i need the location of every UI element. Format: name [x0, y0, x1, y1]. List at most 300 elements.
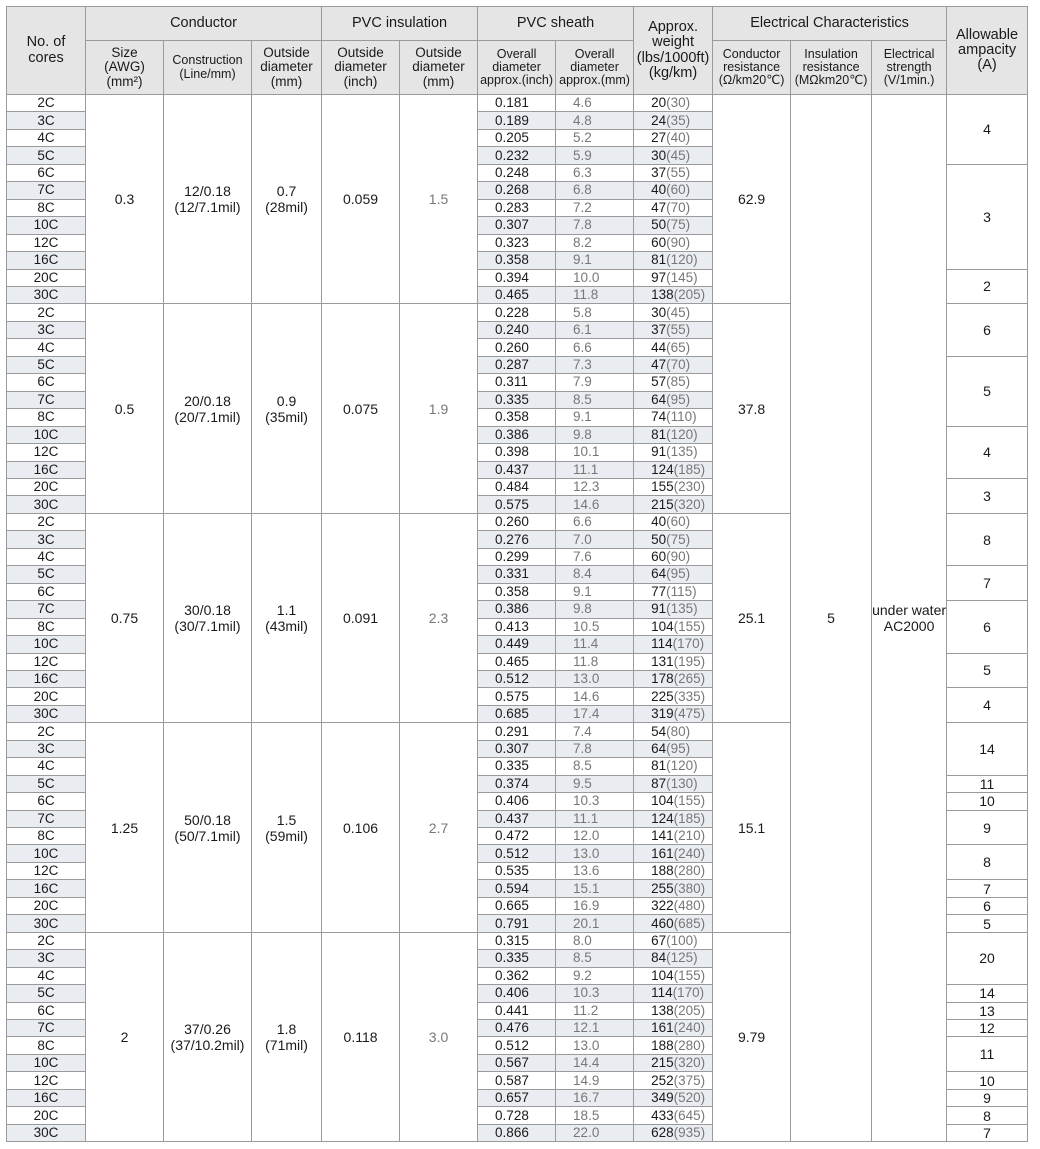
weight-cell: [634, 182, 713, 199]
weight-lbs: 215: [651, 496, 674, 512]
weight-lbs: 460: [651, 915, 674, 931]
cores-cell: 12C: [7, 653, 86, 670]
construction-cell-line: 12/0.18: [184, 183, 231, 200]
construction-cell-line: 37/0.26: [184, 1020, 231, 1037]
weight-lbs: 188: [651, 1037, 674, 1053]
size-cell-line: 0.5: [114, 400, 135, 417]
weight-cell: [634, 950, 713, 967]
weight-lbs: 124: [651, 810, 674, 826]
weight-kg: (135): [666, 444, 698, 460]
sheath-mm-cell: 10.3: [556, 985, 634, 1002]
weight-kg: (240): [673, 845, 706, 861]
weight-kg: (935): [673, 1124, 706, 1140]
weight-lbs: 319: [651, 706, 674, 722]
header-insulation-od-inch: Outside diameter (inch): [322, 41, 400, 95]
conductor-od-cell-line: (43mil): [265, 618, 308, 635]
weight-lbs: 50: [651, 217, 667, 233]
sheath-inch-cell: 0.685: [478, 705, 556, 722]
sheath-inch-cell: 0.512: [478, 670, 556, 687]
weight-kg: (155): [673, 793, 706, 809]
sheath-mm-cell: 7.0: [556, 531, 634, 548]
weight-kg: (375): [673, 1072, 706, 1088]
construction-cell: [164, 95, 252, 304]
cores-cell: 3C: [7, 112, 86, 129]
weight-lbs: 64: [651, 740, 667, 756]
sheath-inch-cell: 0.441: [478, 1002, 556, 1019]
sheath-mm-cell: 13.6: [556, 862, 634, 879]
sheath-mm-cell: 11.8: [556, 286, 634, 303]
ampacity-cell: 5: [947, 356, 1028, 426]
sheath-mm-cell: 11.2: [556, 1002, 634, 1019]
ampacity-cell: 9: [947, 810, 1028, 845]
insulation-mm-cell: [400, 304, 478, 513]
weight-cell: [634, 862, 713, 879]
weight-cell: [634, 496, 713, 513]
ampacity-cell: 10: [947, 793, 1028, 810]
weight-lbs: 47: [651, 199, 667, 215]
ampacity-cell: 4: [947, 688, 1028, 723]
weight-cell: [634, 967, 713, 984]
sheath-mm-cell: 9.2: [556, 967, 634, 984]
cores-cell: 5C: [7, 356, 86, 373]
sheath-inch-cell: 0.323: [478, 234, 556, 251]
weight-kg: (120): [666, 426, 698, 442]
sheath-inch-cell: 0.307: [478, 217, 556, 234]
cores-cell: 6C: [7, 793, 86, 810]
insulation-mm-cell-line: 2.3: [428, 610, 449, 627]
construction-cell-line: 20/0.18: [184, 392, 231, 409]
sheath-mm-cell: 8.2: [556, 234, 634, 251]
sheath-inch-cell: 0.866: [478, 1124, 556, 1141]
sheath-inch-cell: 0.260: [478, 513, 556, 530]
weight-lbs: 81: [651, 758, 667, 774]
electrical-strength-cell: [872, 95, 947, 1142]
header-electrical: Electrical Characteristics: [713, 7, 947, 41]
weight-cell: [634, 234, 713, 251]
weight-lbs: 64: [651, 391, 667, 407]
weight-cell: [634, 566, 713, 583]
weight-lbs: 84: [651, 950, 667, 966]
conductor-od-cell-line: 0.7: [276, 183, 297, 200]
cores-cell: 8C: [7, 409, 86, 426]
table-body: [7, 95, 1028, 1142]
insulation-mm-cell: [400, 95, 478, 304]
insulation-inch-cell: [322, 95, 400, 304]
sheath-inch-cell: 0.657: [478, 1089, 556, 1106]
cores-cell: 5C: [7, 566, 86, 583]
cores-cell: 10C: [7, 845, 86, 862]
weight-cell: [634, 444, 713, 461]
weight-kg: (45): [666, 147, 691, 163]
header-sheath-inch: Overall diameter approx.(inch): [478, 41, 556, 95]
weight-cell: [634, 618, 713, 635]
cores-cell: 2C: [7, 304, 86, 321]
sheath-mm-cell: 10.3: [556, 793, 634, 810]
conductor-od-cell: [252, 513, 322, 722]
sheath-inch-cell: 0.299: [478, 548, 556, 565]
construction-cell: [164, 304, 252, 513]
cores-cell: 30C: [7, 705, 86, 722]
weight-kg: (70): [666, 357, 691, 373]
conductor-od-cell: [252, 304, 322, 513]
sheath-mm-cell: 14.9: [556, 1072, 634, 1089]
weight-kg: (120): [666, 758, 698, 774]
weight-kg: (120): [666, 252, 698, 268]
insulation-mm-cell-line: 1.9: [428, 400, 449, 417]
sheath-mm-cell: 16.7: [556, 1089, 634, 1106]
sheath-inch-cell: 0.276: [478, 531, 556, 548]
sheath-inch-cell: 0.228: [478, 304, 556, 321]
weight-cell: [634, 147, 713, 164]
cores-cell: 20C: [7, 897, 86, 914]
weight-cell: [634, 95, 713, 112]
weight-cell: [634, 705, 713, 722]
cores-cell: 10C: [7, 217, 86, 234]
weight-lbs: 131: [651, 653, 674, 669]
header-conductor-od: Outside diameter (mm): [252, 41, 322, 95]
weight-cell: [634, 252, 713, 269]
weight-lbs: 54: [651, 723, 667, 739]
conductor-od-cell-line: 1.1: [276, 602, 297, 619]
table-header: [7, 7, 1028, 95]
cores-cell: 3C: [7, 950, 86, 967]
sheath-mm-cell: 14.6: [556, 496, 634, 513]
construction-cell-line: 50/0.18: [184, 811, 231, 828]
ampacity-cell: 9: [947, 1089, 1028, 1106]
ampacity-cell: 7: [947, 1124, 1028, 1141]
ampacity-cell: 8: [947, 1107, 1028, 1124]
header-weight: Approx. weight (lbs/1000ft) (kg/km): [634, 7, 713, 95]
weight-lbs: 161: [651, 1020, 674, 1036]
weight-lbs: 188: [651, 863, 674, 879]
weight-cell: [634, 129, 713, 146]
weight-lbs: 77: [651, 583, 667, 599]
sheath-mm-cell: 8.4: [556, 566, 634, 583]
sheath-mm-cell: 5.2: [556, 129, 634, 146]
weight-kg: (70): [666, 199, 691, 215]
cores-cell: 8C: [7, 1037, 86, 1054]
weight-kg: (205): [673, 287, 706, 303]
sheath-inch-cell: 0.181: [478, 95, 556, 112]
sheath-mm-cell: 6.3: [556, 164, 634, 181]
insulation-mm-cell-line: 2.7: [428, 819, 449, 836]
sheath-mm-cell: 22.0: [556, 1124, 634, 1141]
sheath-mm-cell: 5.9: [556, 147, 634, 164]
sheath-mm-cell: 6.1: [556, 321, 634, 338]
sheath-inch-cell: 0.575: [478, 496, 556, 513]
sheath-mm-cell: 20.1: [556, 915, 634, 932]
ampacity-cell: 8: [947, 513, 1028, 565]
weight-cell: [634, 374, 713, 391]
weight-cell: [634, 932, 713, 949]
weight-lbs: 50: [651, 531, 667, 547]
cores-cell: 5C: [7, 147, 86, 164]
size-cell: [86, 304, 164, 513]
weight-cell: [634, 164, 713, 181]
cores-cell: 7C: [7, 391, 86, 408]
insulation-inch-cell-line: 0.075: [343, 400, 379, 417]
ampacity-cell: 7: [947, 880, 1028, 897]
weight-kg: (90): [666, 234, 691, 250]
insulation-mm-cell: [400, 932, 478, 1141]
sheath-mm-cell: 9.8: [556, 426, 634, 443]
weight-cell: [634, 915, 713, 932]
insulation-inch-cell-line: 0.059: [343, 191, 379, 208]
weight-kg: (170): [672, 636, 705, 652]
ampacity-cell: 7: [947, 566, 1028, 601]
weight-cell: [634, 636, 713, 653]
ampacity-cell: 3: [947, 478, 1028, 513]
conductor-od-cell-line: 0.9: [276, 392, 297, 409]
ampacity-cell: 3: [947, 164, 1028, 269]
weight-lbs: 27: [651, 130, 667, 146]
weight-kg: (480): [673, 898, 706, 914]
weight-kg: (125): [666, 950, 698, 966]
weight-lbs: 87: [651, 775, 667, 791]
cores-cell: 3C: [7, 321, 86, 338]
size-cell: [86, 723, 164, 932]
weight-kg: (685): [673, 915, 706, 931]
insulation-resistance-cell: 5: [791, 95, 872, 1142]
sheath-inch-cell: 0.283: [478, 199, 556, 216]
size-cell-line: 1.25: [110, 819, 139, 836]
weight-cell: [634, 548, 713, 565]
weight-cell: [634, 688, 713, 705]
sheath-inch-cell: 0.437: [478, 461, 556, 478]
weight-cell: [634, 810, 713, 827]
weight-kg: (45): [666, 304, 691, 320]
weight-lbs: 30: [651, 147, 667, 163]
header-conductor: Conductor: [86, 7, 322, 41]
cores-cell: 16C: [7, 252, 86, 269]
weight-lbs: 64: [651, 566, 667, 582]
weight-lbs: 141: [651, 828, 674, 844]
sheath-inch-cell: 0.406: [478, 793, 556, 810]
weight-kg: (335): [673, 688, 706, 704]
weight-kg: (55): [666, 322, 691, 338]
sheath-inch-cell: 0.394: [478, 269, 556, 286]
sheath-inch-cell: 0.374: [478, 775, 556, 792]
weight-lbs: 322: [651, 898, 674, 914]
header-electrical-strength: Electrical strength (V/1min.): [872, 41, 947, 95]
cores-cell: 30C: [7, 1124, 86, 1141]
cores-cell: 20C: [7, 1107, 86, 1124]
sheath-inch-cell: 0.449: [478, 636, 556, 653]
sheath-inch-cell: 0.268: [478, 182, 556, 199]
weight-cell: [634, 321, 713, 338]
header-cores: No. of cores: [7, 7, 86, 95]
ampacity-cell: 10: [947, 1072, 1028, 1089]
header-ampacity: Allowable ampacity (A): [947, 7, 1028, 95]
weight-kg: (205): [673, 1002, 706, 1018]
sheath-mm-cell: 12.1: [556, 1020, 634, 1037]
electrical-strength-line: under water: [872, 602, 947, 619]
weight-kg: (155): [673, 967, 706, 983]
sheath-mm-cell: 12.3: [556, 478, 634, 495]
cores-cell: 4C: [7, 339, 86, 356]
weight-lbs: 40: [651, 182, 667, 198]
sheath-mm-cell: 5.8: [556, 304, 634, 321]
weight-cell: [634, 391, 713, 408]
weight-kg: (110): [666, 409, 697, 425]
weight-lbs: 104: [651, 793, 674, 809]
cores-cell: 30C: [7, 496, 86, 513]
weight-kg: (475): [673, 706, 706, 722]
weight-lbs: 114: [651, 636, 673, 652]
cores-cell: 4C: [7, 758, 86, 775]
sheath-inch-cell: 0.476: [478, 1020, 556, 1037]
weight-kg: (145): [666, 269, 698, 285]
cores-cell: 12C: [7, 234, 86, 251]
insulation-inch-cell: [322, 513, 400, 722]
construction-cell-line: (12/7.1mil): [174, 199, 241, 216]
sheath-inch-cell: 0.535: [478, 862, 556, 879]
weight-kg: (130): [666, 775, 698, 791]
sheath-mm-cell: 4.8: [556, 112, 634, 129]
sheath-mm-cell: 9.8: [556, 601, 634, 618]
weight-kg: (55): [666, 165, 691, 181]
weight-cell: [634, 985, 713, 1002]
weight-kg: (320): [673, 1055, 706, 1071]
insulation-mm-cell-line: 1.5: [428, 191, 449, 208]
weight-cell: [634, 897, 713, 914]
sheath-mm-cell: 13.0: [556, 670, 634, 687]
cores-cell: 10C: [7, 1054, 86, 1071]
ampacity-cell: 2: [947, 269, 1028, 304]
insulation-mm-cell-line: 3.0: [428, 1028, 449, 1045]
sheath-mm-cell: 9.1: [556, 583, 634, 600]
construction-cell-line: (30/7.1mil): [174, 618, 241, 635]
table-row: [7, 95, 1028, 112]
cores-cell: 8C: [7, 618, 86, 635]
weight-cell: [634, 758, 713, 775]
weight-lbs: 60: [651, 549, 667, 564]
cores-cell: 5C: [7, 775, 86, 792]
sheath-mm-cell: 11.4: [556, 636, 634, 653]
weight-cell: [634, 339, 713, 356]
sheath-inch-cell: 0.315: [478, 932, 556, 949]
weight-lbs: 628: [651, 1124, 674, 1140]
sheath-mm-cell: 7.2: [556, 199, 634, 216]
cores-cell: 7C: [7, 182, 86, 199]
weight-kg: (280): [673, 1037, 706, 1053]
weight-lbs: 91: [651, 601, 667, 617]
header-size: Size (AWG) (mm²): [86, 41, 164, 95]
sheath-mm-cell: 8.5: [556, 950, 634, 967]
weight-kg: (380): [673, 880, 706, 896]
sheath-mm-cell: 7.8: [556, 217, 634, 234]
construction-cell: [164, 513, 252, 722]
weight-kg: (75): [666, 217, 691, 233]
header-pvc-insulation: PVC insulation: [322, 7, 478, 41]
sheath-mm-cell: 10.5: [556, 618, 634, 635]
cores-cell: 16C: [7, 670, 86, 687]
cores-cell: 20C: [7, 269, 86, 286]
weight-kg: (60): [666, 514, 691, 530]
sheath-inch-cell: 0.260: [478, 339, 556, 356]
weight-cell: [634, 653, 713, 670]
ampacity-cell: 20: [947, 932, 1028, 984]
sheath-mm-cell: 18.5: [556, 1107, 634, 1124]
sheath-mm-cell: 7.8: [556, 740, 634, 757]
size-cell: [86, 932, 164, 1141]
weight-cell: [634, 1002, 713, 1019]
sheath-mm-cell: 7.6: [556, 548, 634, 565]
sheath-inch-cell: 0.413: [478, 618, 556, 635]
sheath-inch-cell: 0.335: [478, 950, 556, 967]
sheath-mm-cell: 9.5: [556, 775, 634, 792]
construction-cell: [164, 723, 252, 932]
sheath-inch-cell: 0.587: [478, 1072, 556, 1089]
cores-cell: 20C: [7, 478, 86, 495]
sheath-inch-cell: 0.437: [478, 810, 556, 827]
weight-lbs: 104: [651, 967, 674, 983]
sheath-inch-cell: 0.465: [478, 286, 556, 303]
sheath-inch-cell: 0.189: [478, 112, 556, 129]
electrical-strength-line: AC2000: [883, 618, 935, 635]
sheath-mm-cell: 7.3: [556, 356, 634, 373]
sheath-mm-cell: 6.6: [556, 513, 634, 530]
cores-cell: 16C: [7, 880, 86, 897]
ampacity-cell: 4: [947, 95, 1028, 165]
cores-cell: 6C: [7, 1002, 86, 1019]
weight-lbs: 155: [651, 479, 674, 495]
sheath-mm-cell: 7.9: [556, 374, 634, 391]
cores-cell: 2C: [7, 95, 86, 112]
weight-kg: (60): [666, 182, 691, 198]
cores-cell: 7C: [7, 601, 86, 618]
weight-kg: (185): [673, 461, 706, 477]
header-sheath-mm: Overall diameter approx.(mm): [556, 41, 634, 95]
weight-lbs: 97: [651, 269, 667, 285]
weight-cell: [634, 828, 713, 845]
ampacity-cell: 5: [947, 915, 1028, 932]
weight-cell: [634, 478, 713, 495]
sheath-mm-cell: 10.1: [556, 444, 634, 461]
ampacity-cell: 6: [947, 304, 1028, 356]
cores-cell: 12C: [7, 1072, 86, 1089]
weight-kg: (95): [666, 391, 691, 407]
insulation-inch-cell: [322, 932, 400, 1141]
sheath-inch-cell: 0.335: [478, 391, 556, 408]
cores-cell: 30C: [7, 915, 86, 932]
weight-kg: (230): [673, 479, 706, 495]
weight-cell: [634, 461, 713, 478]
sheath-mm-cell: 4.6: [556, 95, 634, 112]
construction-cell-line: (37/10.2mil): [170, 1036, 245, 1053]
conductor-od-cell-line: (71mil): [265, 1036, 308, 1053]
weight-kg: (100): [666, 932, 698, 948]
weight-kg: (30): [666, 95, 691, 111]
ampacity-cell: 14: [947, 723, 1028, 775]
weight-kg: (170): [672, 985, 705, 1001]
sheath-mm-cell: 10.0: [556, 269, 634, 286]
sheath-inch-cell: 0.728: [478, 1107, 556, 1124]
cores-cell: 7C: [7, 810, 86, 827]
sheath-inch-cell: 0.358: [478, 252, 556, 269]
sheath-inch-cell: 0.358: [478, 583, 556, 600]
weight-kg: (280): [673, 863, 706, 879]
cores-cell: 20C: [7, 688, 86, 705]
construction-cell: [164, 932, 252, 1141]
cores-cell: 8C: [7, 828, 86, 845]
cores-cell: 30C: [7, 286, 86, 303]
weight-lbs: 124: [651, 461, 674, 477]
weight-kg: (35): [666, 112, 691, 128]
sheath-mm-cell: 6.8: [556, 182, 634, 199]
weight-lbs: 91: [651, 444, 667, 460]
sheath-inch-cell: 0.484: [478, 478, 556, 495]
